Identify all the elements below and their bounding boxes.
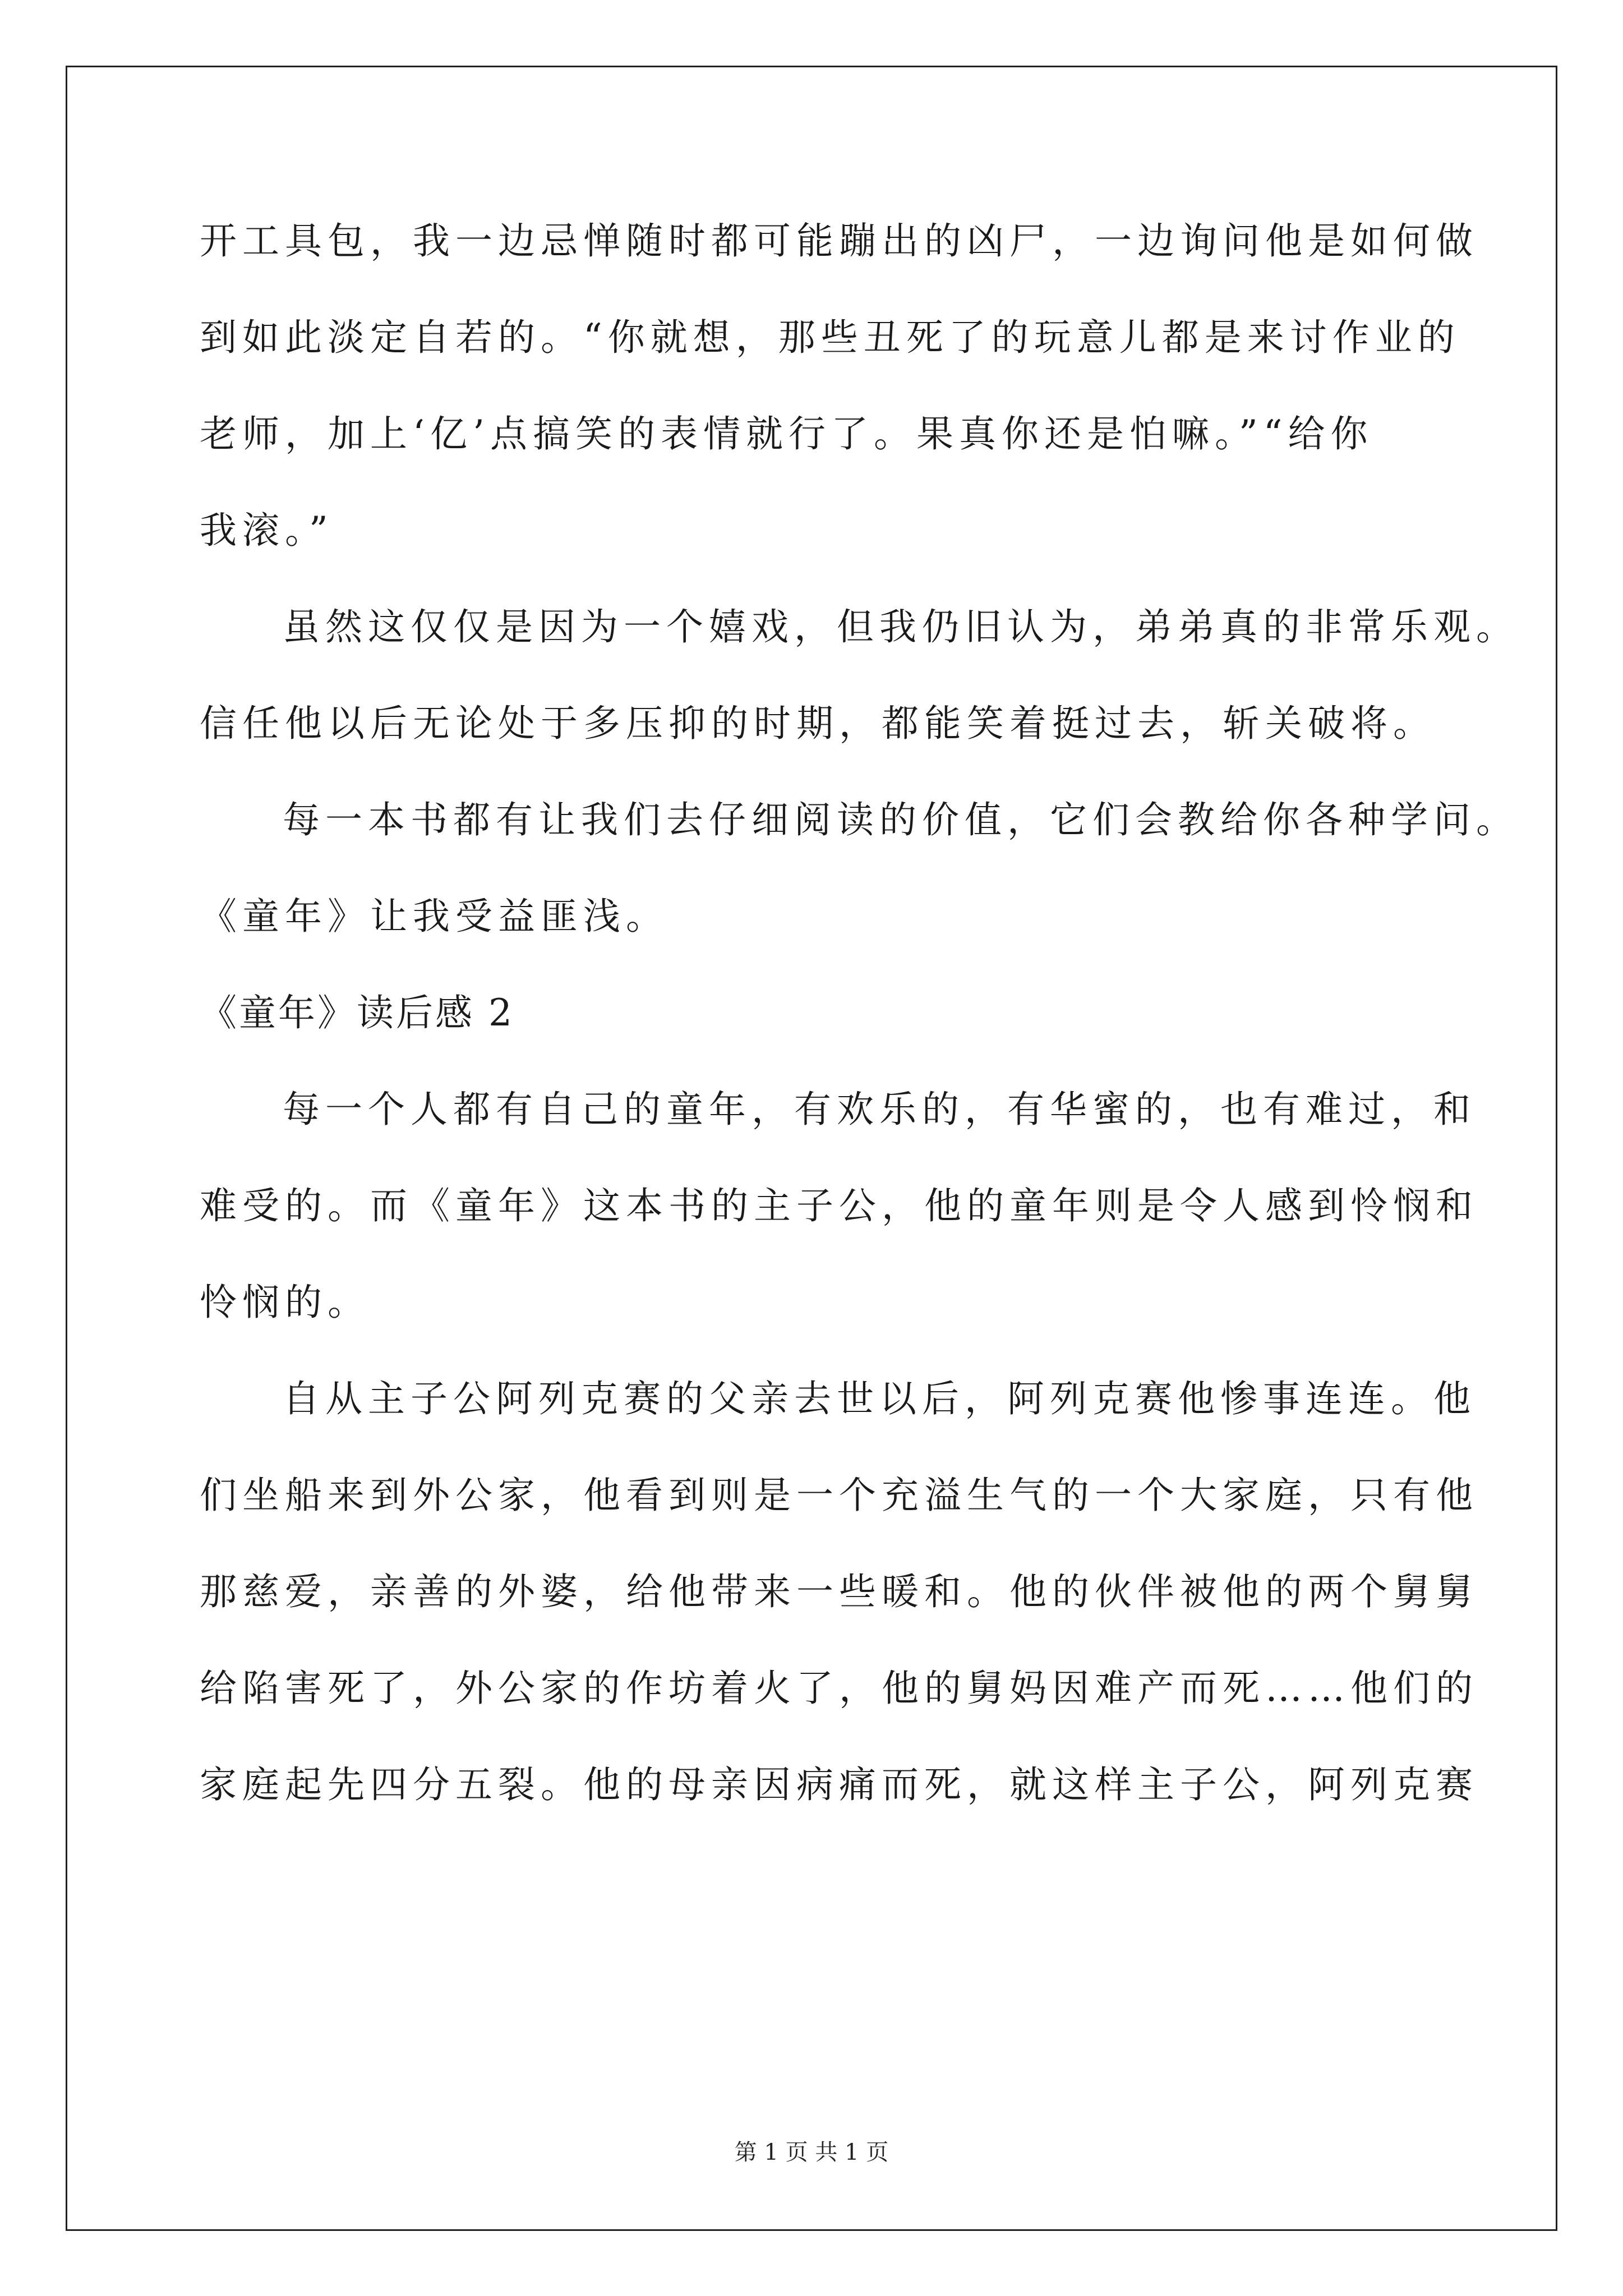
text-line: 《童年》让我受益匪浅。 (200, 895, 668, 938)
paragraph-start-line: 自从主子公阿列克赛的父亲去世以后，阿列克赛他惨事连连。他 (283, 1377, 1476, 1420)
text-line: 那慈爱，亲善的外婆，给他带来一些暖和。他的伙伴被他的两个舅舅 (200, 1570, 1478, 1613)
page-border (66, 66, 1557, 2231)
paragraph-start-line: 虽然这仅仅是因为一个嬉戏，但我仍旧认为，弟弟真的非常乐观。 (283, 605, 1519, 648)
text-line: 我滚。” (200, 509, 334, 552)
text-line: 难受的。而《童年》这本书的主子公，他的童年则是令人感到怜悯和 (200, 1184, 1478, 1227)
text-line: 怜悯的。 (200, 1281, 370, 1324)
paragraph-start-line: 每一本书都有让我们去仔细阅读的价值，它们会教给你各种学问。 (283, 798, 1519, 841)
section-heading: 《童年》读后感 2 (200, 991, 514, 1034)
text-line: 们坐船来到外公家，他看到则是一个充溢生气的一个大家庭，只有他 (200, 1474, 1478, 1517)
text-line: 老师，加上‘亿’点搞笑的表情就行了。果真你还是怕嘛。”“给你 (200, 412, 1373, 455)
page-footer: 第 1 页 共 1 页 (734, 2139, 889, 2165)
text-line: 给陷害死了，外公家的作坊着火了，他的舅妈因难产而死……他们的 (200, 1667, 1478, 1710)
paragraph-start-line: 每一个人都有自己的童年，有欢乐的，有华蜜的，也有难过，和 (283, 1088, 1476, 1131)
text-line: 家庭起先四分五裂。他的母亲因病痛而死，就这样主子公，阿列克赛 (200, 1763, 1478, 1806)
text-line: 到如此淡定自若的。“你就想，那些丑死了的玩意儿都是来讨作业的 (200, 316, 1460, 359)
text-line: 开工具包，我一边忌惮随时都可能蹦出的凶尸，一边询问他是如何做 (200, 219, 1478, 263)
text-line: 信任他以后无论处于多压抑的时期，都能笑着挺过去，斩关破将。 (200, 702, 1436, 745)
